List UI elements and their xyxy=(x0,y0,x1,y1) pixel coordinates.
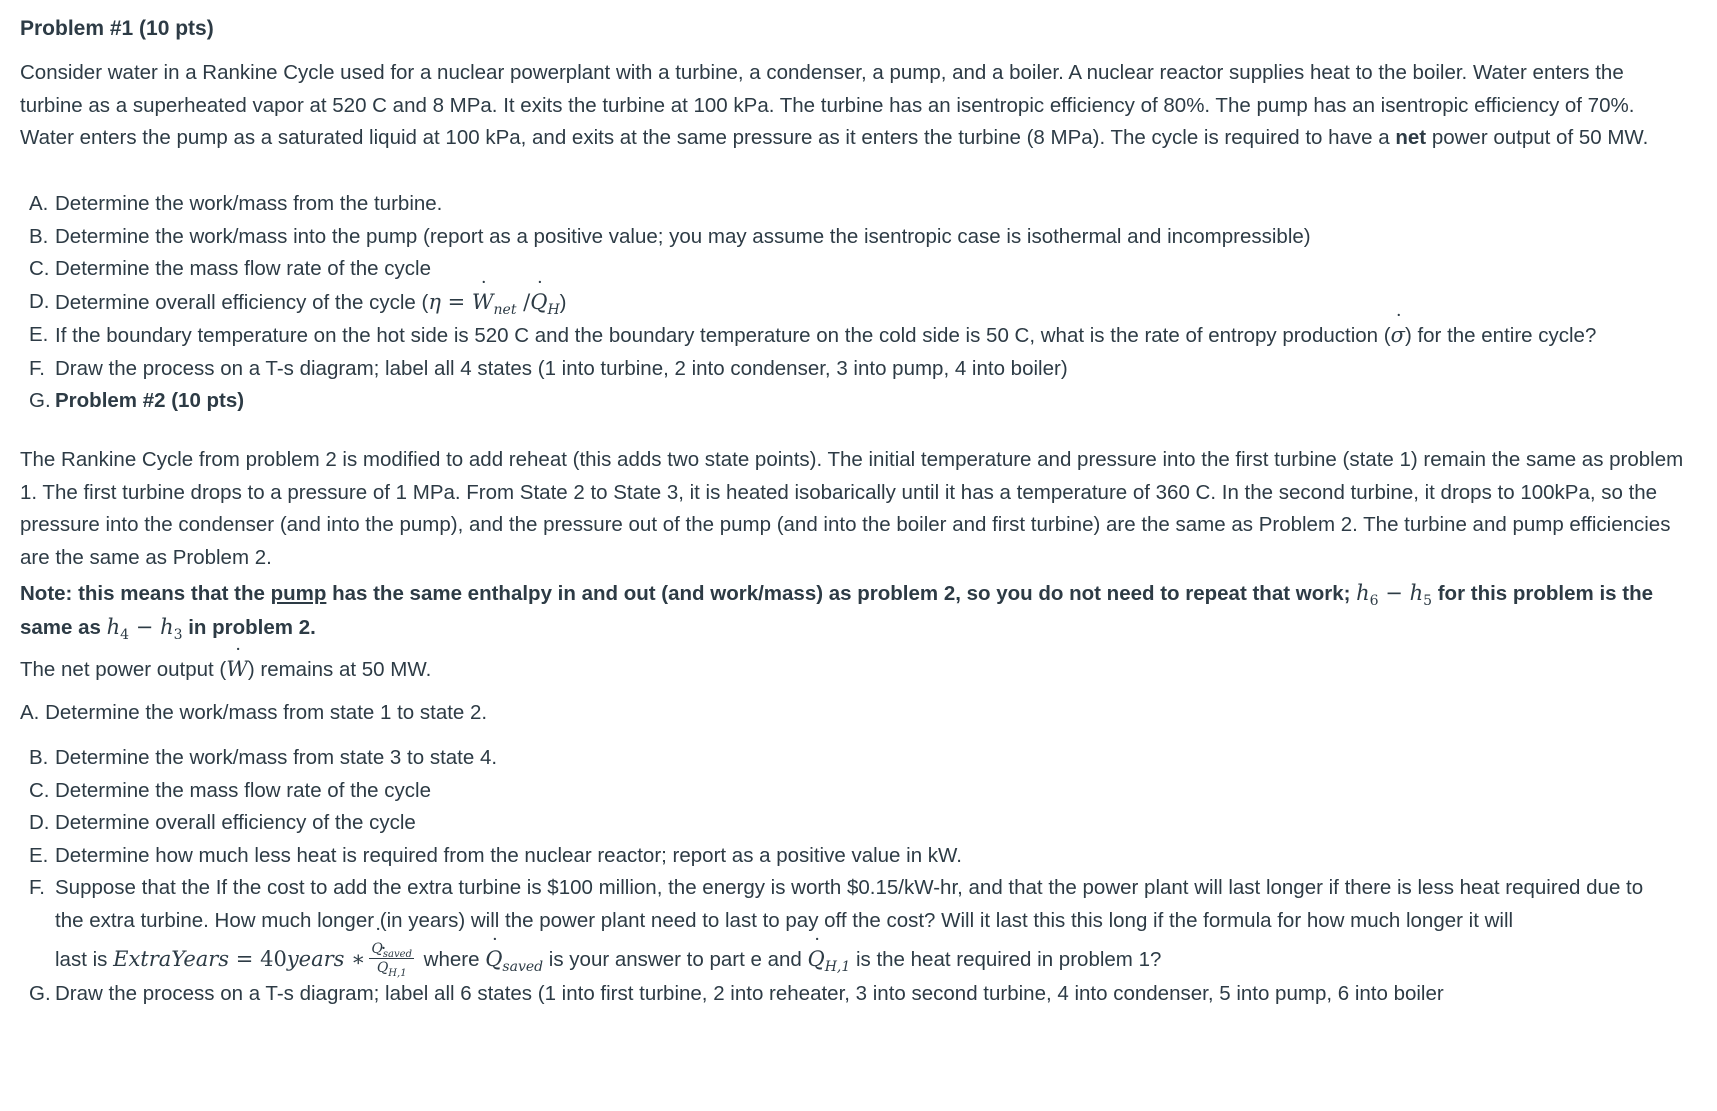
problem-2-part-f: F. Suppose that the If the cost to add the extra turbine is $100 million, the energy is worth $0.15/kW-hr, and that the power plant will last longer if there is less heat required due to the extra turbine. How much longer (in years) will the power plant need to last to pay off the cost? Will it last this this long if the formula for how much longer it will last is ExtraYears = 40years ∗ ˙ $Q_{saved}$ ˙ $Q_{H,1}$ where ˙ $Q_{saved}$ is your answer to part e and ˙ $Q_{H,1}$ is the heat required in problem 1? xyxy=(20,872,1670,982)
problem-1-part-d: D. Determine overall efficiency of the cycle (η = ˙ $W_{net}$ /˙ $Q_H$) xyxy=(20,286,1670,320)
problem-2-intro: The Rankine Cycle from problem 2 is modified to add reheat (this adds two state points). The initial temperature and pressure into the first turbine (state 1) remain the same as problem 1. The first turbine drops to a pressure of 1 MPa. From State 2 to State 3, it is heated isobarically until it has a temperature of 360 C. In the second turbine, it drops to 100kPa, so the pressure into the condenser (and into the pump), and the pressure out of the pump (and into the boiler and first turbine) are the same as Problem 2. The turbine and pump efficiencies are the same as Problem 2. xyxy=(20,448,1684,569)
problem-1-part-a: A. Determine the work/mass from the turbine. xyxy=(29,192,443,215)
problem-2-part-c: C. Determine the mass flow rate of the cycle xyxy=(29,778,431,802)
problem-2-part-d: D. Determine overall efficiency of the cycle xyxy=(29,811,416,834)
extra-years-formula: ExtraYears = 40years ∗ xyxy=(113,947,366,971)
problem-1-part-f: F. Draw the process on a T-s diagram; label all 4 states (1 into turbine, 2 into condenser, 3 into pump, 4 into boiler) xyxy=(29,356,1068,380)
heat-ratio-fraction: ˙ $Q_{saved}$ ˙ $Q_{H,1}$ xyxy=(369,939,414,976)
problem-2-parts xyxy=(20,742,1670,1011)
problem-1-parts xyxy=(20,188,1670,418)
problem-1-intro: Consider water in a Rankine Cycle used for a nuclear powerplant with a turbine, a condenser, a pump, and a boiler. A nuclear reactor supplies heat to the boiler. Water enters the turbine as a superheated vapor at 520 C and 8 MPa. It exits the turbine at 100 kPa. The turbine has an isentropic efficiency of 80%. The pump has an isentropic efficiency of 70%. Water enters the pump as a saturated liquid at 100 kPa, and exits at the same pressure as it enters the turbine (8 MPa). The cycle is required to have a net power output of 50 MW. xyxy=(20,61,1649,149)
problem-1-part-b: B. Determine the work/mass into the pump (report as a positive value; you may assume the isentropic case is isothermal and incompressible) xyxy=(29,224,1311,248)
problem-2-note: Note: this means that the pump has the same enthalpy in and out (and work/mass) as problem 2, so you do not need to repeat that work; $h_6 - h_5$ for this problem is the same as $h_4 - h_3$ in problem 2. xyxy=(20,581,1653,643)
efficiency-formula: η = ˙ $W_{net}$ /˙ $Q_H$ xyxy=(428,290,559,314)
problem-1-title: Problem #1 (10 pts) xyxy=(20,17,214,40)
net-power-statement: The net power output (˙ W) remains at 50 MW. xyxy=(20,653,1690,687)
problem-1-part-e: E. If the boundary temperature on the hot side is 520 C and the boundary temperature on the cold side is 50 C, what is the rate of entropy production (˙ σ) for the entire cycle? xyxy=(20,319,1670,353)
problem-1-part-c: C. Determine the mass flow rate of the cycle xyxy=(29,257,431,280)
problem-2-part-e: E. Determine how much less heat is required from the nuclear reactor; report as a positive value in kW. xyxy=(29,843,962,867)
problem-2-part-b: B. Determine the work/mass from state 3 to state 4. xyxy=(29,746,498,769)
problem-1-part-g: G. Problem #2 (10 pts) xyxy=(29,389,245,412)
problem-2-part-a: A. Determine the work/mass from state 1 to state 2. xyxy=(20,701,488,724)
problem-2-part-g: G. Draw the process on a T-s diagram; label all 6 states (1 into first turbine, 2 into reheater, 3 into second turbine, 4 into condenser, 5 into pump, 6 into boiler xyxy=(29,982,1444,1005)
